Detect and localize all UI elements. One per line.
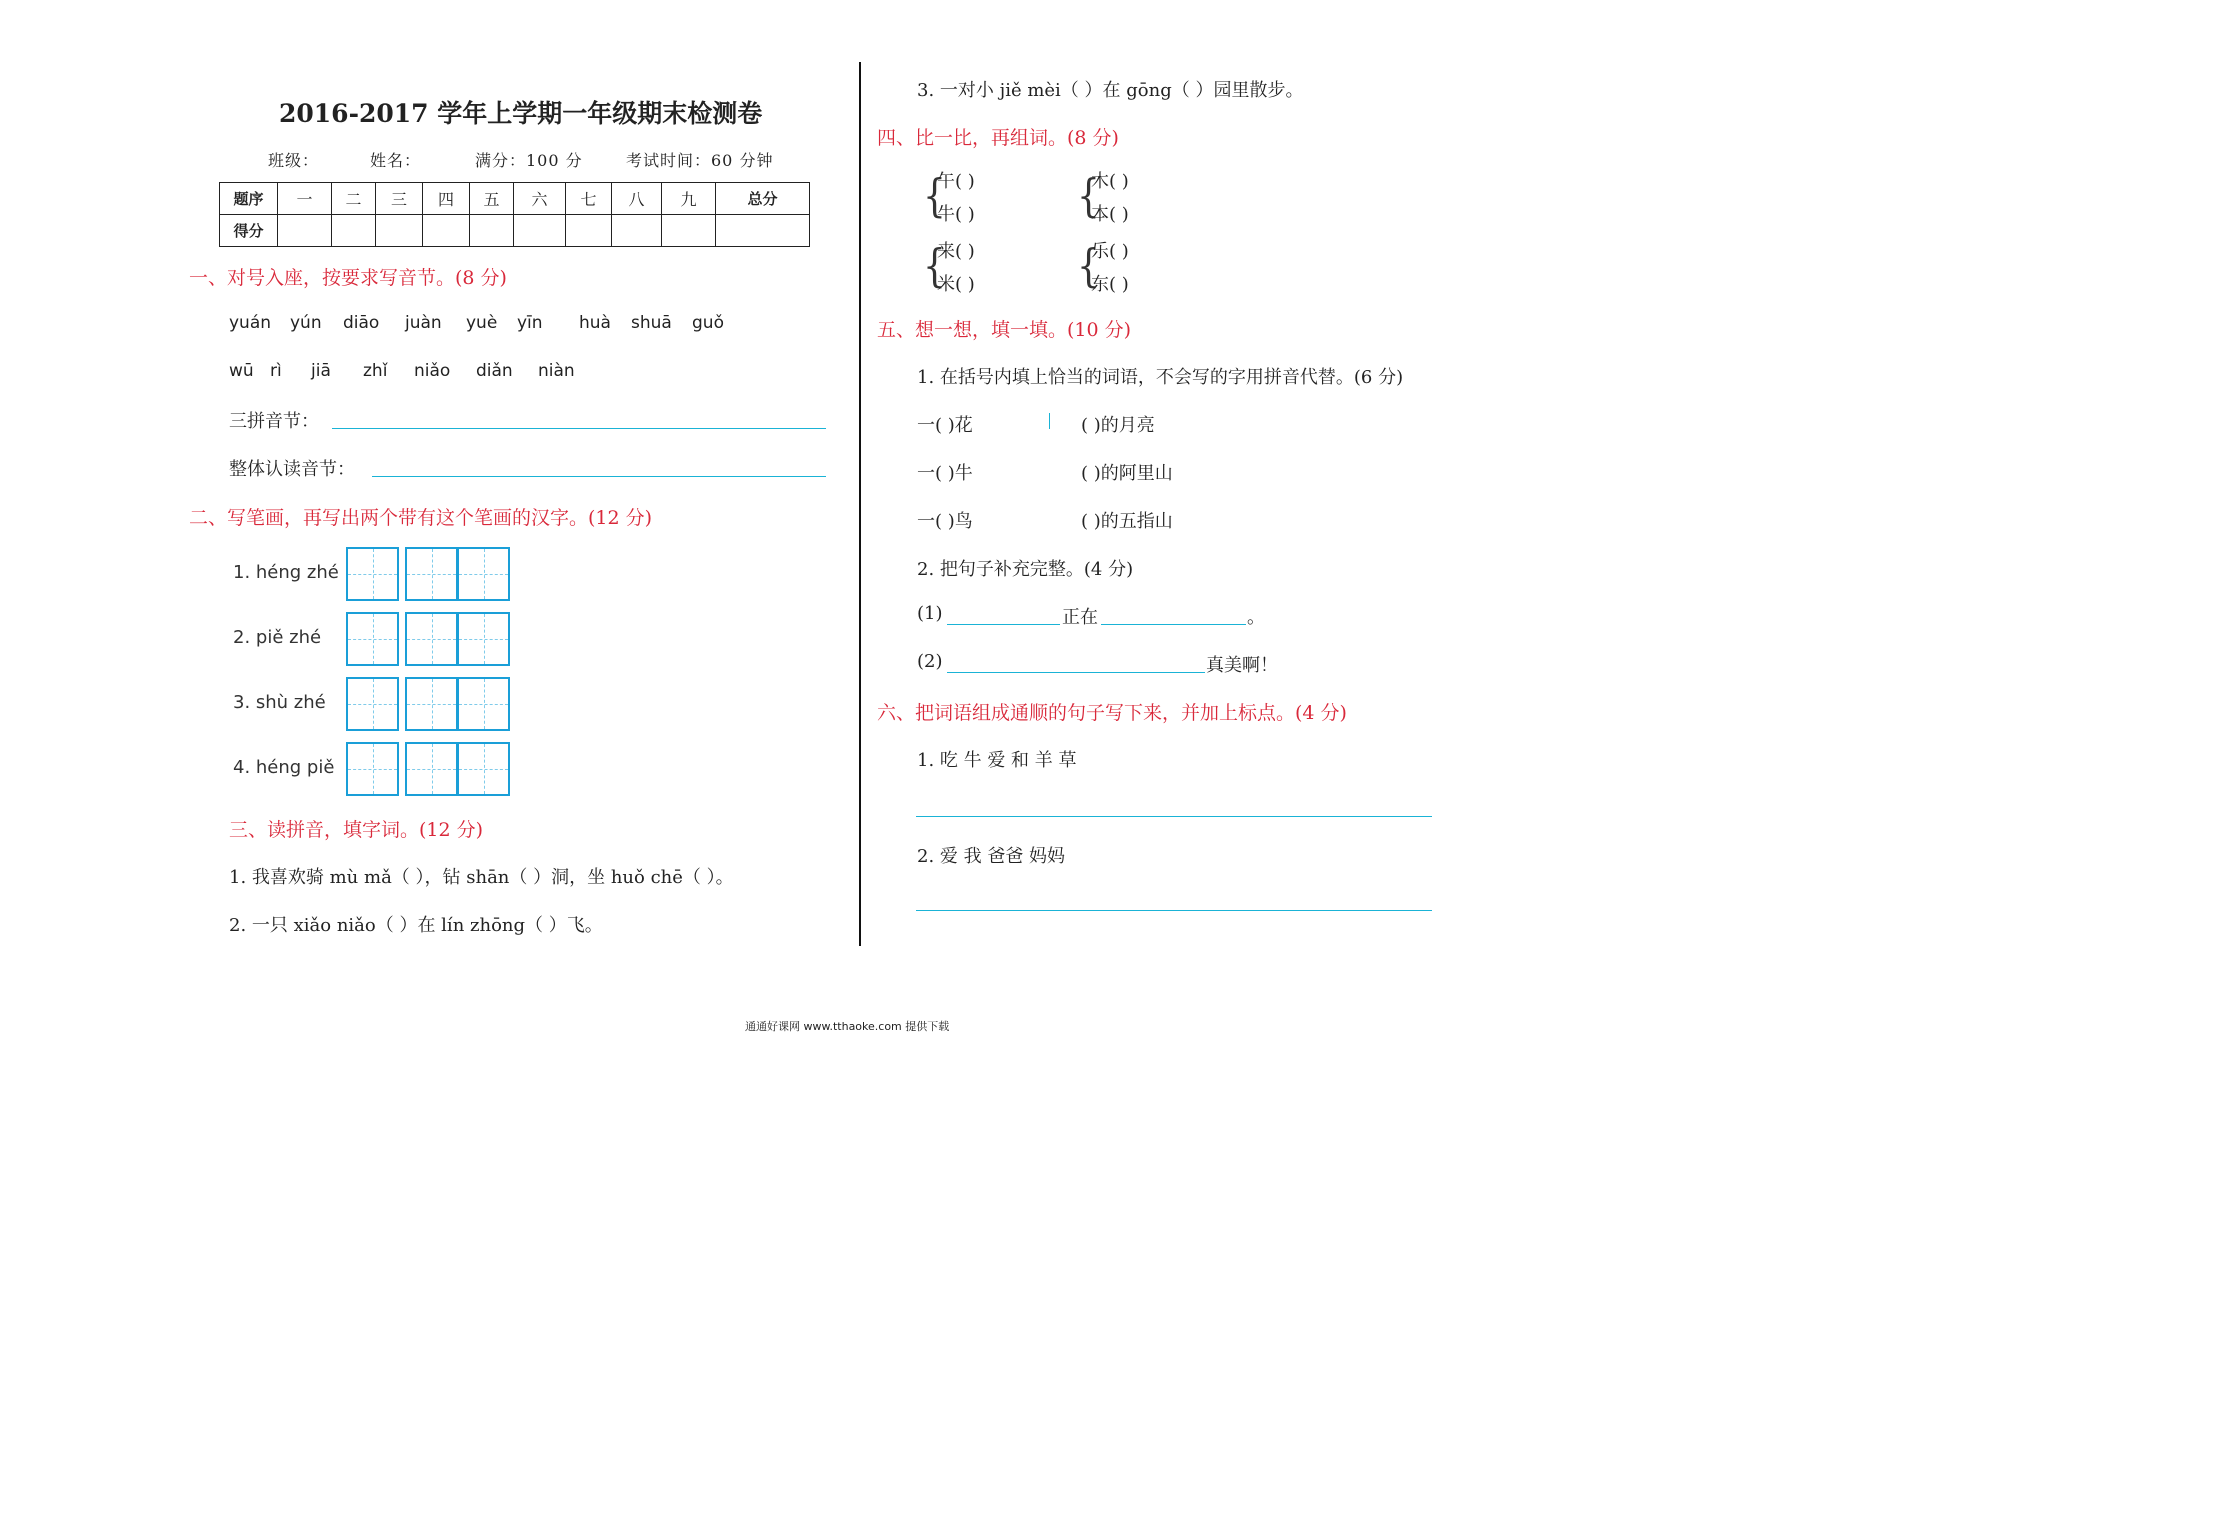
footer-source: 通通好课网 www.tthaoke.com 提供下载 <box>745 1020 950 1033</box>
measure-word-blank: 一( )鸟 <box>917 511 973 532</box>
compare-word: 牛( ) <box>937 204 975 225</box>
compare-word: 本( ) <box>1091 204 1129 225</box>
pinyin-word: jiā <box>311 361 331 381</box>
pinyin-word: niǎo <box>414 361 451 381</box>
pinyin-word: diāo <box>343 313 380 333</box>
whole-syllable-answer-line[interactable] <box>372 476 826 477</box>
brace: { <box>923 170 946 222</box>
three-syllable-label: 三拼音节： <box>229 411 319 432</box>
score-header: 七 <box>566 183 612 215</box>
section-4-heading: 四、比一比，再组词。(8 分) <box>877 127 1119 149</box>
measure-word-blank: 一( )花 <box>917 415 973 436</box>
section-3-question-2: 2. 一只 xiǎo niǎo（ ）在 lín zhōng（ ）飞。 <box>229 915 603 936</box>
stroke-item-label: 4. héng piě <box>233 757 335 778</box>
column-divider <box>859 62 861 946</box>
score-cell[interactable] <box>514 215 566 247</box>
compare-word: 木( ) <box>1091 171 1129 192</box>
compare-word: 米( ) <box>937 274 975 295</box>
pinyin-word: yuán <box>229 313 272 333</box>
class-label: 班级： <box>268 151 320 170</box>
section-5-question-1: 1. 在括号内填上恰当的词语，不会写的字用拼音代替。(6 分) <box>917 367 1404 388</box>
pinyin-word: diǎn <box>476 361 513 381</box>
score-cell[interactable] <box>332 215 376 247</box>
pinyin-word: huà <box>579 313 611 333</box>
stroke-writing-box[interactable] <box>346 742 399 796</box>
score-cell[interactable] <box>612 215 662 247</box>
character-writing-box[interactable] <box>405 547 458 601</box>
section-2-heading: 二、写笔画，再写出两个带有这个笔画的汉字。(12 分) <box>189 507 653 529</box>
section-6-answer-line-1[interactable] <box>916 816 1432 817</box>
modifier-blank: ( )的阿里山 <box>1081 463 1173 484</box>
measure-word-blank: 一( )牛 <box>917 463 973 484</box>
section-3-heading: 三、读拼音，填字词。(12 分) <box>229 819 484 841</box>
compare-word: 午( ) <box>937 171 975 192</box>
score-header: 总分 <box>716 183 810 215</box>
compare-word: 乐( ) <box>1091 241 1129 262</box>
score-cell[interactable] <box>566 215 612 247</box>
pinyin-word: juàn <box>405 313 442 333</box>
pinyin-word: rì <box>270 361 282 381</box>
score-header: 九 <box>662 183 716 215</box>
score-table-score-row <box>220 215 810 247</box>
compare-word: 来( ) <box>937 241 975 262</box>
pinyin-word: shuā <box>631 313 672 333</box>
pinyin-word: zhǐ <box>363 361 388 381</box>
sentence-2-blank[interactable] <box>947 672 1205 673</box>
section-6-question-1: 1. 吃 牛 爱 和 羊 草 <box>917 750 1077 771</box>
pinyin-word: niàn <box>538 361 575 381</box>
character-writing-box[interactable] <box>457 742 510 796</box>
brace: { <box>923 240 946 292</box>
sentence-1-end: 。 <box>1247 607 1265 628</box>
stroke-item-label: 1. héng zhé <box>233 562 339 583</box>
brace: { <box>1077 170 1100 222</box>
stroke-writing-box[interactable] <box>346 612 399 666</box>
character-writing-box[interactable] <box>405 677 458 731</box>
three-syllable-answer-line[interactable] <box>332 428 826 429</box>
score-header: 题序 <box>220 183 278 215</box>
score-cell[interactable] <box>662 215 716 247</box>
section-3-question-3: 3. 一对小 jiě mèi（ ）在 gōng（ ）园里散步。 <box>917 80 1304 101</box>
pinyin-word: guǒ <box>692 313 724 333</box>
modifier-blank: ( )的月亮 <box>1081 415 1155 436</box>
stroke-item-label: 2. piě zhé <box>233 627 322 648</box>
score-header: 八 <box>612 183 662 215</box>
score-table-header-row <box>220 183 810 215</box>
pinyin-word: yīn <box>517 313 543 333</box>
pinyin-word: wū <box>229 361 254 381</box>
modifier-blank: ( )的五指山 <box>1081 511 1173 532</box>
score-header: 六 <box>514 183 566 215</box>
section-6-question-2: 2. 爱 我 爸爸 妈妈 <box>917 846 1066 867</box>
exam-time-label: 考试时间：60 分钟 <box>626 151 774 170</box>
section-6-answer-line-2[interactable] <box>916 910 1432 911</box>
score-header: 三 <box>376 183 423 215</box>
score-cell[interactable] <box>470 215 514 247</box>
compare-word: 东( ) <box>1091 274 1129 295</box>
score-cell[interactable] <box>376 215 423 247</box>
score-header: 二 <box>332 183 376 215</box>
character-writing-box[interactable] <box>405 742 458 796</box>
sentence-1-blank-b[interactable] <box>1101 624 1246 625</box>
sentence-2-end: 真美啊！ <box>1206 655 1278 676</box>
cursor-mark <box>1049 413 1050 429</box>
score-table <box>219 182 810 247</box>
pinyin-word: yuè <box>466 313 498 333</box>
stroke-writing-box[interactable] <box>346 677 399 731</box>
score-row-label: 得分 <box>220 215 278 247</box>
character-writing-box[interactable] <box>405 612 458 666</box>
stroke-writing-box[interactable] <box>346 547 399 601</box>
section-6-heading: 六、把词语组成通顺的句子写下来，并加上标点。(4 分) <box>877 702 1347 724</box>
score-header: 一 <box>278 183 332 215</box>
name-label: 姓名： <box>370 151 422 170</box>
section-3-question-1: 1. 我喜欢骑 mù mǎ（ ），钻 shān（ ）洞，坐 huǒ chē（ ）。 <box>229 867 734 888</box>
sentence-1-number: (1) <box>917 603 943 624</box>
section-1-heading: 一、对号入座，按要求写音节。(8 分) <box>189 267 507 289</box>
character-writing-box[interactable] <box>457 612 510 666</box>
section-5-heading: 五、想一想，填一填。(10 分) <box>877 319 1132 341</box>
pinyin-word: yún <box>290 313 322 333</box>
page-title: 2016-2017 学年上学期一年级期末检测卷 <box>279 99 763 128</box>
section-5-question-2: 2. 把句子补充完整。(4 分) <box>917 559 1134 580</box>
whole-syllable-label: 整体认读音节： <box>229 459 355 480</box>
stroke-item-label: 3. shù zhé <box>233 692 326 713</box>
score-header: 四 <box>423 183 470 215</box>
score-cell[interactable] <box>423 215 470 247</box>
sentence-1-blank-a[interactable] <box>947 624 1060 625</box>
sentence-1-middle: 正在 <box>1062 607 1098 628</box>
score-cell[interactable] <box>278 215 332 247</box>
full-score-label: 满分：100 分 <box>475 151 583 170</box>
score-cell[interactable] <box>716 215 810 247</box>
score-header: 五 <box>470 183 514 215</box>
brace: { <box>1077 240 1100 292</box>
character-writing-box[interactable] <box>457 547 510 601</box>
character-writing-box[interactable] <box>457 677 510 731</box>
sentence-2-number: (2) <box>917 651 943 672</box>
